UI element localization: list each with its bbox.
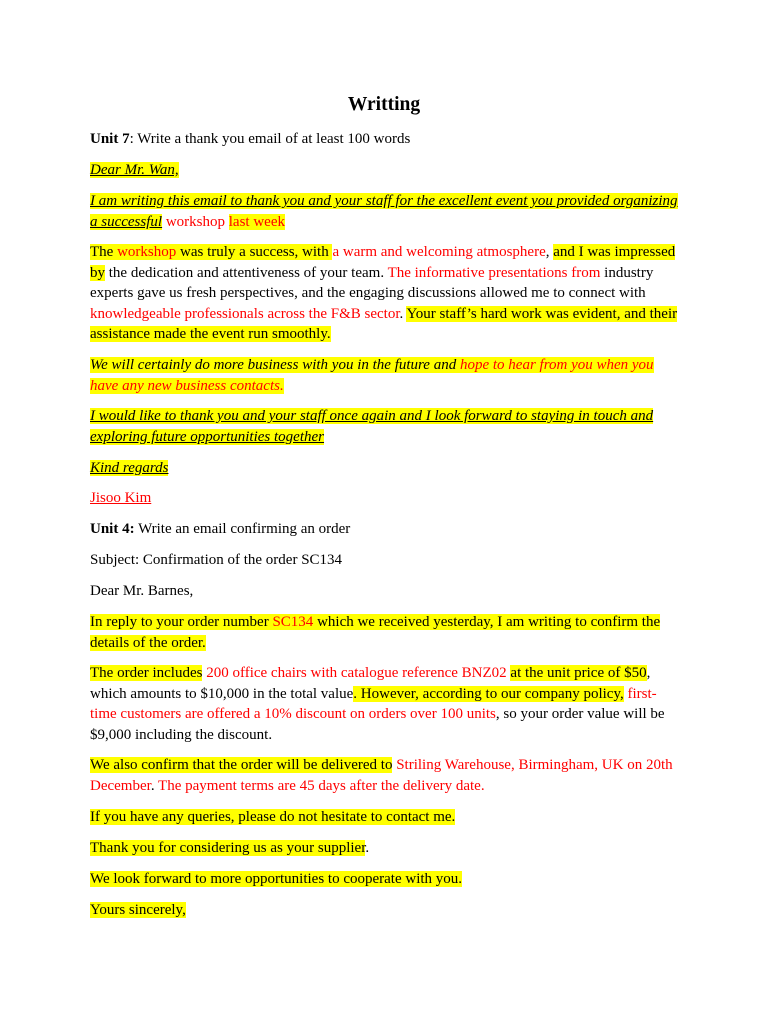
unit4-salutation: Dear Mr. Barnes, <box>90 583 194 599</box>
body-segment: industry experts gave us fresh perspectives, and the engaging discussions allowed me to connect with <box>90 264 654 301</box>
unit4-closing-text: Yours sincerely, <box>90 902 186 918</box>
unit7-heading <box>90 129 680 150</box>
body-segment: workshop <box>117 244 177 260</box>
p1-segment: In reply to your order number <box>90 614 273 630</box>
body-segment: was truly a success, with <box>176 244 333 260</box>
p2-segment: first-time customers are offered a 10% discount on orders over 100 units <box>90 685 657 722</box>
unit4-paragraph-4 <box>90 807 680 828</box>
future-text: We will certainly do more business with you in the future and <box>90 357 460 373</box>
p3-segment: We also confirm that the order will be delivered to <box>90 757 393 773</box>
p5-period: . <box>365 840 370 856</box>
intro-last-week: last week <box>228 213 285 230</box>
body-segment: , <box>545 244 554 260</box>
p4-text: If you have any queries, please do not hesitate to contact me. <box>90 809 456 825</box>
intro-workshop: workshop <box>165 213 225 230</box>
unit4-paragraph-3 <box>90 755 680 796</box>
intro-text: I am writing this email to thank you and your staff for the excellent event you provided organizing a successful <box>90 193 678 230</box>
unit4-paragraph-6 <box>90 869 680 890</box>
unit7-body-paragraph <box>90 242 680 345</box>
p2-segment: , so your order value will be $9,000 including the discount. <box>90 706 665 743</box>
unit7-future-paragraph <box>90 355 680 396</box>
p6-text: We look forward to more opportunities to cooperate with you. <box>90 871 463 887</box>
unit4-paragraph-5 <box>90 838 680 859</box>
unit4-subject: Subject: Confirmation of the order SC134 <box>90 552 343 568</box>
unit4-task: Write an email confirming an order <box>134 521 351 537</box>
unit7-salutation-text: Dear Mr. Wan, <box>90 162 179 178</box>
p1-segment: which we received yesterday, I am writing to confirm the details of the order. <box>90 614 661 651</box>
unit4-paragraph-2 <box>90 663 680 745</box>
body-segment: The informative presentations from <box>387 264 601 281</box>
p3-segment: The payment terms are 45 days after the delivery date. <box>158 777 485 794</box>
body-segment: a warm and welcoming atmosphere <box>332 244 546 260</box>
closing-text: Kind regards <box>90 460 169 476</box>
p1-order-number: SC134 <box>272 614 314 630</box>
unit4-heading <box>90 519 680 540</box>
thanks-text: I would like to thank you and your staff once again and I look forward to staying in touch and exploring future opportunities together <box>90 408 654 445</box>
unit7-thanks-paragraph <box>90 406 680 447</box>
p2-segment: 200 office chairs with catalogue reference BNZ02 <box>206 665 507 681</box>
body-segment: knowledgeable professionals across the F&B sector <box>90 305 400 322</box>
unit7-salutation <box>90 160 680 181</box>
unit4-closing <box>90 900 680 921</box>
p2-segment: , which amounts to $10,000 in the total value <box>90 665 651 702</box>
unit7-signature <box>90 488 680 509</box>
unit4-paragraph-1 <box>90 612 680 653</box>
body-segment: . <box>399 305 407 322</box>
body-segment: The <box>90 244 118 260</box>
p2-segment: The order includes <box>90 665 203 681</box>
unit7-label: Unit 7 <box>90 131 130 147</box>
unit7-closing <box>90 458 680 479</box>
p3-segment: Striling Warehouse, Birmingham, UK on 20th December <box>90 757 673 794</box>
body-segment: Your staff’s hard work was evident, and their assistance made the event run smoothly. <box>90 305 678 342</box>
body-segment: and I was impressed by <box>90 244 676 281</box>
page-title: Writting <box>347 94 421 115</box>
body-segment: the dedication and attentiveness of your team. <box>105 264 388 281</box>
p2-segment: . However, according to our company policy, <box>353 685 624 702</box>
p5-text: Thank you for considering us as your supplier <box>90 840 366 856</box>
p3-segment: . <box>150 777 159 794</box>
unit7-intro-paragraph <box>90 191 680 232</box>
p2-segment: at the unit price of $50 <box>510 665 647 681</box>
future-hope: hope to hear from you when you have any new business contacts. <box>90 357 654 394</box>
unit4-label: Unit 4: <box>90 521 135 537</box>
signature-text: Jisoo Kim <box>90 490 152 506</box>
unit7-task: : Write a thank you email of at least 100 words <box>129 131 411 147</box>
